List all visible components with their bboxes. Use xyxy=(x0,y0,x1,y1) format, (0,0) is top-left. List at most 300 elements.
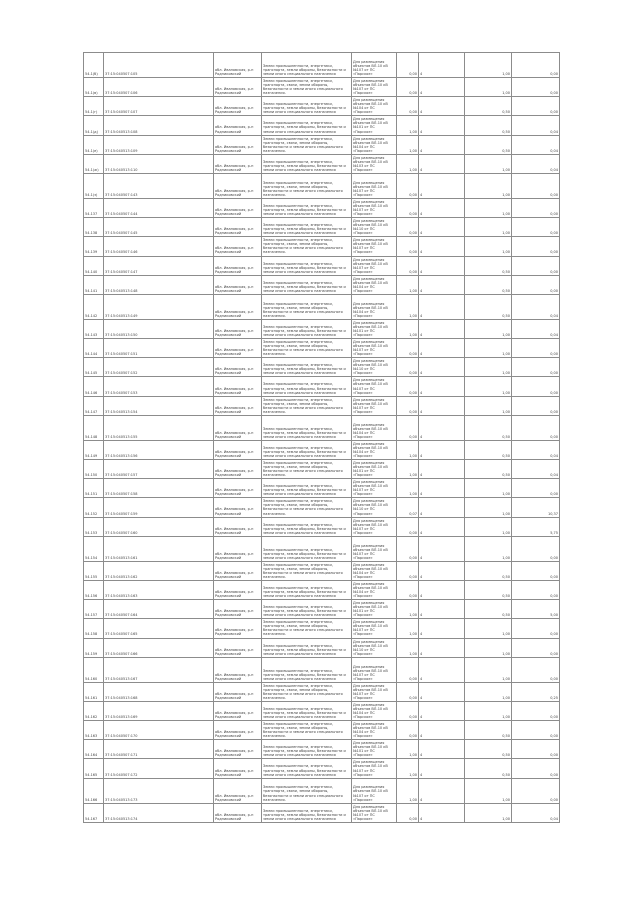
location-cell: обл. Ивановская, р-н Родниковский xyxy=(214,358,262,377)
permitted-use-cell: Для размещения объектов ВЛ-10 кВ №107 от ПС «Парское» xyxy=(352,339,397,358)
land-category-cell: Земли промышленности, энергетики, транспорта, земли обороны, безопасности и земли иного специального назначения xyxy=(262,638,352,657)
cadastral-number-cell: 37:15:040513:108 xyxy=(104,116,214,135)
cadastral-number-cell: 37:15:040507:164 xyxy=(104,600,214,619)
location-cell: обл. Ивановская, р-н Родниковский xyxy=(214,657,262,682)
land-category-cell: Земли промышленности, энергетики, транспорта, земли обороны, безопасности и земли иного специального назначения xyxy=(262,319,352,338)
land-category-cell: Земли промышленности, энергетики, транспорта, земли обороны, безопасности и земли иного специального назначения xyxy=(262,97,352,116)
overflow-marker-cell: 4 xyxy=(419,600,465,619)
cadastral-number-cell: 37:15:040507:172 xyxy=(104,759,214,778)
land-category-cell: Земли промышленности, энергетики, транспорта, земли обороны, безопасности и земли иного специального назначения xyxy=(262,517,352,536)
area-cell: 0,00 xyxy=(397,377,419,396)
cadastral-number-cell: 37:15:040507:159 xyxy=(104,498,214,517)
cadastral-number-cell: 37:15:040513:149 xyxy=(104,294,214,319)
land-category-cell: Земли промышленности, энергетики, транспорта, земли обороны, безопасности и земли иного специального назначения xyxy=(262,275,352,294)
row-id-cell: 54.159 xyxy=(84,638,104,657)
cadastral-number-cell: 37:15:040507:106 xyxy=(104,78,214,97)
area-cell: 0,00 xyxy=(397,198,419,217)
location-cell: обл. Ивановская, р-н Родниковский xyxy=(214,256,262,275)
table-row xyxy=(84,440,560,459)
row-id-cell: 54.157 xyxy=(84,600,104,619)
value-cell: 0,04 xyxy=(512,440,560,459)
overflow-marker-cell: 4 xyxy=(419,53,465,78)
land-category-cell: Земли промышленности, энергетики, транспорта, земли обороны, безопасности и земли иного специального назначения xyxy=(262,377,352,396)
share-cell: 1,00 xyxy=(465,78,512,97)
overflow-marker-cell: 4 xyxy=(419,479,465,498)
share-cell: 1,00 xyxy=(465,173,512,198)
land-category-cell: Земли промышленности, энергетики, транспорта, связи, земли обороны, безопасности и земли иного специального назначения. xyxy=(262,460,352,479)
area-cell: 0,00 xyxy=(397,682,419,701)
overflow-marker-cell: 4 xyxy=(419,580,465,599)
permitted-use-cell: Для размещения объектов ВЛ-10 кВ №103 от ПС «Парское» xyxy=(352,154,397,173)
table-row xyxy=(84,778,560,803)
share-cell: 0,50 xyxy=(465,415,512,440)
area-cell: 1,00 xyxy=(397,319,419,338)
area-cell: 0,00 xyxy=(397,721,419,740)
permitted-use-cell: Для размещения объектов ВЛ-10 кВ №107 от ПС «Парское» xyxy=(352,78,397,97)
value-cell: 0,25 xyxy=(512,682,560,701)
permitted-use-cell: Для размещения объектов ВЛ-10 кВ №107 от ПС «Парское» xyxy=(352,53,397,78)
location-cell: обл. Ивановская, р-н Родниковский xyxy=(214,218,262,237)
area-cell: 0,00 xyxy=(397,657,419,682)
permitted-use-cell: Для размещения объектов ВЛ-10 кВ №104 от ПС «Парское» xyxy=(352,701,397,720)
location-cell: обл. Ивановская, р-н Родниковский xyxy=(214,619,262,638)
value-cell: 0,04 xyxy=(512,803,560,822)
value-cell: 0,04 xyxy=(512,294,560,319)
table-row xyxy=(84,638,560,657)
permitted-use-cell: Для размещения объектов ВЛ-10 кВ №107 от ПС «Парское» xyxy=(352,198,397,217)
share-cell: 0,50 xyxy=(465,135,512,154)
permitted-use-cell: Для размещения объектов ВЛ-10 кВ №107 от ПС «Парское» xyxy=(352,377,397,396)
share-cell: 1,00 xyxy=(465,657,512,682)
overflow-marker-cell: 4 xyxy=(419,319,465,338)
location-cell: обл. Ивановская, р-н Родниковский xyxy=(214,97,262,116)
cadastral-number-cell: 37:15:040507:143 xyxy=(104,173,214,198)
land-category-cell: Земли промышленности, энергетики, транспорта, земли обороны, безопасности и земли иного специального назначения xyxy=(262,440,352,459)
value-cell: 0,00 xyxy=(512,53,560,78)
overflow-marker-cell: 4 xyxy=(419,275,465,294)
table-row xyxy=(84,218,560,237)
land-parcels-table xyxy=(83,52,560,823)
area-cell: 1,00 xyxy=(397,440,419,459)
land-category-cell: Земли промышленности, энергетики, транспорта, связи, земли обороны, безопасности и земли иного специального назначения. xyxy=(262,498,352,517)
value-cell: 0,00 xyxy=(512,580,560,599)
land-category-cell: Земли промышленности, энергетики, транспорта, земли обороны, безопасности и земли иного специального назначения xyxy=(262,53,352,78)
cadastral-number-cell: 37:15:040513:167 xyxy=(104,657,214,682)
permitted-use-cell: Для размещения объектов ВЛ-10 кВ №110 от ПС «Парское» xyxy=(352,218,397,237)
permitted-use-cell: Для размещения объектов ВЛ-10 кВ №107 от ПС «Парское» xyxy=(352,256,397,275)
row-id-cell: 54.165 xyxy=(84,759,104,778)
table-row xyxy=(84,78,560,97)
area-cell: 0,00 xyxy=(397,339,419,358)
land-category-cell: Земли промышленности, энергетики, транспорта, связи, земли обороны, безопасности и земли иного специального назначения. xyxy=(262,173,352,198)
row-id-cell: 54.143 xyxy=(84,319,104,338)
permitted-use-cell: Для размещения объектов ВЛ-10 кВ №104 от ПС «Парское» xyxy=(352,135,397,154)
permitted-use-cell: Для размещения объектов ВЛ-10 кВ №110 от ПС «Парское» xyxy=(352,358,397,377)
permitted-use-cell: Для размещения объектов ВЛ-10 кВ №101 от ПС «Парское» xyxy=(352,460,397,479)
location-cell: обл. Ивановская, р-н Родниковский xyxy=(214,740,262,759)
area-cell: 1,00 xyxy=(397,135,419,154)
overflow-marker-cell: 4 xyxy=(419,517,465,536)
land-parcels-table-body xyxy=(84,53,560,823)
permitted-use-cell: Для размещения объектов ВЛ-10 кВ №107 от ПС «Парское» xyxy=(352,657,397,682)
land-category-cell: Земли промышленности, энергетики, транспорта, связи, земли обороны, безопасности и земли иного специального назначения. xyxy=(262,294,352,319)
land-category-cell: Земли промышленности, энергетики, транспорта, земли обороны, безопасности и земли иного специального назначения xyxy=(262,759,352,778)
overflow-marker-cell: 4 xyxy=(419,803,465,822)
share-cell: 1,00 xyxy=(465,319,512,338)
value-cell: 0,00 xyxy=(512,778,560,803)
cadastral-number-cell: 37:15:040507:153 xyxy=(104,377,214,396)
location-cell: обл. Ивановская, р-н Родниковский xyxy=(214,237,262,256)
location-cell: обл. Ивановская, р-н Родниковский xyxy=(214,275,262,294)
table-row xyxy=(84,415,560,440)
document-page xyxy=(83,52,559,823)
value-cell: 5,00 xyxy=(512,600,560,619)
share-cell: 1,00 xyxy=(465,803,512,822)
value-cell: 0,00 xyxy=(512,479,560,498)
value-cell: 0,00 xyxy=(512,721,560,740)
row-id-cell: 54.1(б) xyxy=(84,53,104,78)
permitted-use-cell: Для размещения объектов ВЛ-10 кВ №107 от ПС «Парское» xyxy=(352,536,397,561)
share-cell: 1,00 xyxy=(465,498,512,517)
location-cell: обл. Ивановская, р-н Родниковский xyxy=(214,517,262,536)
overflow-marker-cell: 4 xyxy=(419,701,465,720)
area-cell: 0,00 xyxy=(397,536,419,561)
share-cell: 0,50 xyxy=(465,460,512,479)
location-cell: обл. Ивановская, р-н Родниковский xyxy=(214,479,262,498)
land-category-cell: Земли промышленности, энергетики, транспорта, земли обороны, безопасности и земли иного специального назначения xyxy=(262,415,352,440)
area-cell: 0,00 xyxy=(397,415,419,440)
area-cell: 0,00 xyxy=(397,561,419,580)
cadastral-number-cell: 37:15:040507:152 xyxy=(104,358,214,377)
value-cell: 0,04 xyxy=(512,154,560,173)
location-cell: обл. Ивановская, р-н Родниковский xyxy=(214,701,262,720)
row-id-cell: 54.144 xyxy=(84,339,104,358)
value-cell: 0,00 xyxy=(512,759,560,778)
area-cell: 1,00 xyxy=(397,294,419,319)
land-category-cell: Земли промышленности, энергетики, транспорта, земли обороны, безопасности и земли иного специального назначения xyxy=(262,803,352,822)
cadastral-number-cell: 37:15:040513:174 xyxy=(104,803,214,822)
table-row xyxy=(84,600,560,619)
share-cell: 1,00 xyxy=(465,517,512,536)
area-cell: 0,00 xyxy=(397,53,419,78)
permitted-use-cell: Для размещения объектов ВЛ-10 кВ №104 от ПС «Парское» xyxy=(352,275,397,294)
row-id-cell: 54.147 xyxy=(84,396,104,415)
area-cell: 0,00 xyxy=(397,580,419,599)
value-cell: 0,00 xyxy=(512,218,560,237)
location-cell: обл. Ивановская, р-н Родниковский xyxy=(214,460,262,479)
row-id-cell: 54.1(д) xyxy=(84,116,104,135)
table-row xyxy=(84,198,560,217)
value-cell: 0,00 xyxy=(512,173,560,198)
value-cell: 0,04 xyxy=(512,460,560,479)
permitted-use-cell: Для размещения объектов ВЛ-10 кВ №101 от ПС «Парское» xyxy=(352,319,397,338)
value-cell: 0,00 xyxy=(512,198,560,217)
share-cell: 1,00 xyxy=(465,154,512,173)
cadastral-number-cell: 37:15:040513:109 xyxy=(104,135,214,154)
area-cell: 1,00 xyxy=(397,460,419,479)
cadastral-number-cell: 37:15:040513:162 xyxy=(104,561,214,580)
table-row xyxy=(84,498,560,517)
cadastral-number-cell: 37:15:040513:168 xyxy=(104,682,214,701)
overflow-marker-cell: 4 xyxy=(419,498,465,517)
overflow-marker-cell: 4 xyxy=(419,173,465,198)
cadastral-number-cell: 37:15:040507:165 xyxy=(104,619,214,638)
land-category-cell: Земли промышленности, энергетики, транспорта, связи, земли обороны, безопасности и земли иного специального назначения. xyxy=(262,339,352,358)
value-cell: 0,00 xyxy=(512,657,560,682)
row-id-cell: 54.142 xyxy=(84,294,104,319)
share-cell: 1,00 xyxy=(465,701,512,720)
cadastral-number-cell: 37:15:040507:171 xyxy=(104,740,214,759)
cadastral-number-cell: 37:15:040507:107 xyxy=(104,97,214,116)
land-category-cell: Земли промышленности, энергетики, транспорта, земли обороны, безопасности и земли иного специального назначения xyxy=(262,218,352,237)
value-cell: 0,00 xyxy=(512,339,560,358)
row-id-cell: 54.1(з) xyxy=(84,173,104,198)
row-id-cell: 54.151 xyxy=(84,479,104,498)
share-cell: 0,50 xyxy=(465,294,512,319)
table-row xyxy=(84,561,560,580)
land-category-cell: Земли промышленности, энергетики, транспорта, земли обороны, безопасности и земли иного специального назначения xyxy=(262,580,352,599)
table-row xyxy=(84,135,560,154)
area-cell: 1,00 xyxy=(397,759,419,778)
cadastral-number-cell: 37:15:040513:163 xyxy=(104,580,214,599)
land-category-cell: Земли промышленности, энергетики, транспорта, земли обороны, безопасности и земли иного специального назначения xyxy=(262,116,352,135)
row-id-cell: 54.148 xyxy=(84,415,104,440)
value-cell: 0,00 xyxy=(512,237,560,256)
share-cell: 1,00 xyxy=(465,682,512,701)
overflow-marker-cell: 4 xyxy=(419,396,465,415)
area-cell: 0,00 xyxy=(397,173,419,198)
value-cell: 0,00 xyxy=(512,358,560,377)
cadastral-number-cell: 37:15:040513:110 xyxy=(104,154,214,173)
share-cell: 0,50 xyxy=(465,440,512,459)
cadastral-number-cell: 37:15:040507:146 xyxy=(104,237,214,256)
row-id-cell: 54.155 xyxy=(84,561,104,580)
row-id-cell: 54.166 xyxy=(84,778,104,803)
value-cell: 0,00 xyxy=(512,97,560,116)
row-id-cell: 54.152 xyxy=(84,498,104,517)
area-cell: 1,00 xyxy=(397,275,419,294)
overflow-marker-cell: 4 xyxy=(419,721,465,740)
cadastral-number-cell: 37:15:040513:156 xyxy=(104,440,214,459)
permitted-use-cell: Для размещения объектов ВЛ-10 кВ №110 от ПС «Парское» xyxy=(352,638,397,657)
location-cell: обл. Ивановская, р-н Родниковский xyxy=(214,682,262,701)
location-cell: обл. Ивановская, р-н Родниковский xyxy=(214,638,262,657)
land-category-cell: Земли промышленности, энергетики, транспорта, земли обороны, безопасности и земли иного специального назначения xyxy=(262,358,352,377)
cadastral-number-cell: 37:15:040507:157 xyxy=(104,460,214,479)
land-category-cell: Земли промышленности, энергетики, транспорта, земли обороны, безопасности и земли иного специального назначения xyxy=(262,198,352,217)
overflow-marker-cell: 4 xyxy=(419,460,465,479)
share-cell: 1,00 xyxy=(465,377,512,396)
permitted-use-cell: Для размещения объектов ВЛ-10 кВ №104 от ПС «Парское» xyxy=(352,294,397,319)
cadastral-number-cell: 37:15:040507:145 xyxy=(104,218,214,237)
area-cell: 0,00 xyxy=(397,218,419,237)
area-cell: 1,00 xyxy=(397,479,419,498)
table-row xyxy=(84,53,560,78)
table-row xyxy=(84,682,560,701)
row-id-cell: 54.163 xyxy=(84,721,104,740)
location-cell: обл. Ивановская, р-н Родниковский xyxy=(214,536,262,561)
value-cell: 0,00 xyxy=(512,561,560,580)
row-id-cell: 54.1(ж) xyxy=(84,154,104,173)
area-cell: 0,00 xyxy=(397,803,419,822)
overflow-marker-cell: 4 xyxy=(419,154,465,173)
area-cell: 1,00 xyxy=(397,778,419,803)
permitted-use-cell: Для размещения объектов ВЛ-10 кВ №107 от ПС «Парское» xyxy=(352,682,397,701)
overflow-marker-cell: 4 xyxy=(419,218,465,237)
area-cell: 0,07 xyxy=(397,498,419,517)
location-cell: обл. Ивановская, р-н Родниковский xyxy=(214,759,262,778)
overflow-marker-cell: 4 xyxy=(419,759,465,778)
area-cell: 1,00 xyxy=(397,740,419,759)
table-row xyxy=(84,173,560,198)
table-row xyxy=(84,701,560,720)
overflow-marker-cell: 4 xyxy=(419,740,465,759)
permitted-use-cell: Для размещения объектов ВЛ-10 кВ №110 от ПС «Парское» xyxy=(352,498,397,517)
area-cell: 1,00 xyxy=(397,600,419,619)
table-row xyxy=(84,740,560,759)
value-cell: 0,00 xyxy=(512,638,560,657)
permitted-use-cell: Для размещения объектов ВЛ-10 кВ №104 от ПС «Парское» xyxy=(352,97,397,116)
area-cell: 1,00 xyxy=(397,116,419,135)
cadastral-number-cell: 37:15:040507:166 xyxy=(104,638,214,657)
land-category-cell: Земли промышленности, энергетики, транспорта, связи, земли обороны, безопасности и земли иного специального назначения. xyxy=(262,396,352,415)
overflow-marker-cell: 4 xyxy=(419,116,465,135)
permitted-use-cell: Для размещения объектов ВЛ-10 кВ №104 от ПС «Парское» xyxy=(352,440,397,459)
overflow-marker-cell: 4 xyxy=(419,415,465,440)
row-id-cell: 54.167 xyxy=(84,803,104,822)
area-cell: 0,00 xyxy=(397,256,419,275)
table-row xyxy=(84,803,560,822)
cadastral-number-cell: 37:15:040513:169 xyxy=(104,701,214,720)
share-cell: 1,00 xyxy=(465,638,512,657)
row-id-cell: 54.1(г) xyxy=(84,97,104,116)
location-cell: обл. Ивановская, р-н Родниковский xyxy=(214,294,262,319)
row-id-cell: 54.141 xyxy=(84,275,104,294)
share-cell: 1,00 xyxy=(465,778,512,803)
location-cell: обл. Ивановская, р-н Родниковский xyxy=(214,339,262,358)
cadastral-number-cell: 37:15:040507:170 xyxy=(104,721,214,740)
share-cell: 1,00 xyxy=(465,536,512,561)
share-cell: 0,50 xyxy=(465,580,512,599)
table-row xyxy=(84,97,560,116)
table-row xyxy=(84,759,560,778)
row-id-cell: 54.154 xyxy=(84,536,104,561)
value-cell: 0,00 xyxy=(512,415,560,440)
table-row xyxy=(84,721,560,740)
overflow-marker-cell: 4 xyxy=(419,237,465,256)
row-id-cell: 54.146 xyxy=(84,377,104,396)
share-cell: 1,00 xyxy=(465,396,512,415)
table-row xyxy=(84,256,560,275)
value-cell: 0,00 xyxy=(512,256,560,275)
land-category-cell: Земли промышленности, энергетики, транспорта, связи, земли обороны, безопасности и земли иного специального назначения. xyxy=(262,721,352,740)
table-row xyxy=(84,657,560,682)
permitted-use-cell: Для размещения объектов ВЛ-10 кВ №104 от ПС «Парское» xyxy=(352,561,397,580)
area-cell: 1,00 xyxy=(397,638,419,657)
permitted-use-cell: Для размещения объектов ВЛ-10 кВ №101 от ПС «Парское» xyxy=(352,600,397,619)
permitted-use-cell: Для размещения объектов ВЛ-10 кВ №107 от ПС «Парское» xyxy=(352,759,397,778)
land-category-cell: Земли промышленности, энергетики, транспорта, земли обороны, безопасности и земли иного специального назначения xyxy=(262,657,352,682)
location-cell: обл. Ивановская, р-н Родниковский xyxy=(214,498,262,517)
permitted-use-cell: Для размещения объектов ВЛ-10 кВ №107 от ПС «Парское» xyxy=(352,803,397,822)
location-cell: обл. Ивановская, р-н Родниковский xyxy=(214,78,262,97)
permitted-use-cell: Для размещения объектов ВЛ-10 кВ №104 от ПС «Парское» xyxy=(352,721,397,740)
row-id-cell: 54.149 xyxy=(84,440,104,459)
land-category-cell: Земли промышленности, энергетики, транспорта, связи, земли обороны, безопасности и земли иного специального назначения. xyxy=(262,561,352,580)
area-cell: 0,00 xyxy=(397,396,419,415)
land-category-cell: Земли промышленности, энергетики, транспорта, земли обороны, безопасности и земли иного специального назначения xyxy=(262,256,352,275)
cadastral-number-cell: 37:15:040507:147 xyxy=(104,256,214,275)
cadastral-number-cell: 37:15:040513:155 xyxy=(104,415,214,440)
permitted-use-cell: Для размещения объектов ВЛ-10 кВ №107 от ПС «Парское» xyxy=(352,173,397,198)
cadastral-number-cell: 37:15:040513:148 xyxy=(104,275,214,294)
row-id-cell: 54.156 xyxy=(84,580,104,599)
cadastral-number-cell: 37:15:040507:105 xyxy=(104,53,214,78)
overflow-marker-cell: 4 xyxy=(419,561,465,580)
overflow-marker-cell: 4 xyxy=(419,256,465,275)
area-cell: 0,00 xyxy=(397,97,419,116)
share-cell: 1,00 xyxy=(465,479,512,498)
location-cell: обл. Ивановская, р-н Родниковский xyxy=(214,135,262,154)
permitted-use-cell: Для размещения объектов ВЛ-10 кВ №107 от ПС «Парское» xyxy=(352,619,397,638)
overflow-marker-cell: 4 xyxy=(419,377,465,396)
permitted-use-cell: Для размещения объектов ВЛ-10 кВ №107 от ПС «Парское» xyxy=(352,479,397,498)
area-cell: 0,00 xyxy=(397,358,419,377)
table-row xyxy=(84,294,560,319)
land-category-cell: Земли промышленности, энергетики, транспорта, связи, земли обороны, безопасности и земли иного специального назначения. xyxy=(262,237,352,256)
cadastral-number-cell: 37:15:040513:154 xyxy=(104,396,214,415)
table-row xyxy=(84,396,560,415)
table-row xyxy=(84,319,560,338)
share-cell: 0,50 xyxy=(465,116,512,135)
row-id-cell: 54.140 xyxy=(84,256,104,275)
land-category-cell: Земли промышленности, энергетики, транспорта, земли обороны, безопасности и земли иного специального назначения xyxy=(262,701,352,720)
share-cell: 0,50 xyxy=(465,721,512,740)
value-cell: 0,00 xyxy=(512,275,560,294)
land-category-cell: Земли промышленности, энергетики, транспорта, связи, земли обороны, безопасности и земли иного специального назначения. xyxy=(262,778,352,803)
row-id-cell: 54.150 xyxy=(84,460,104,479)
area-cell: 0,00 xyxy=(397,517,419,536)
table-row xyxy=(84,339,560,358)
share-cell: 1,00 xyxy=(465,218,512,237)
cadastral-number-cell: 37:15:040507:151 xyxy=(104,339,214,358)
overflow-marker-cell: 4 xyxy=(419,97,465,116)
value-cell: 5,75 xyxy=(512,517,560,536)
location-cell: обл. Ивановская, р-н Родниковский xyxy=(214,440,262,459)
location-cell: обл. Ивановская, р-н Родниковский xyxy=(214,778,262,803)
value-cell: 0,00 xyxy=(512,536,560,561)
permitted-use-cell: Для размещения объектов ВЛ-10 кВ №101 от ПС «Парское» xyxy=(352,740,397,759)
location-cell: обл. Ивановская, р-н Родниковский xyxy=(214,116,262,135)
row-id-cell: 54.164 xyxy=(84,740,104,759)
location-cell: обл. Ивановская, р-н Родниковский xyxy=(214,561,262,580)
value-cell: 0,00 xyxy=(512,78,560,97)
area-cell: 0,00 xyxy=(397,78,419,97)
land-category-cell: Земли промышленности, энергетики, транспорта, земли обороны, безопасности и земли иного специального назначения xyxy=(262,479,352,498)
location-cell: обл. Ивановская, р-н Родниковский xyxy=(214,198,262,217)
land-category-cell: Земли промышленности, энергетики, транспорта, земли обороны, безопасности и земли иного специального назначения xyxy=(262,600,352,619)
land-category-cell: Земли промышленности, энергетики, транспорта, связи, земли обороны, безопасности и земли иного специального назначения. xyxy=(262,78,352,97)
share-cell: 1,00 xyxy=(465,358,512,377)
share-cell: 1,00 xyxy=(465,619,512,638)
table-row xyxy=(84,517,560,536)
overflow-marker-cell: 4 xyxy=(419,638,465,657)
table-row xyxy=(84,116,560,135)
location-cell: обл. Ивановская, р-н Родниковский xyxy=(214,154,262,173)
permitted-use-cell: Для размещения объектов ВЛ-10 кВ №107 от ПС «Парское» xyxy=(352,778,397,803)
permitted-use-cell: Для размещения объектов ВЛ-10 кВ №104 от ПС «Парское» xyxy=(352,415,397,440)
table-row xyxy=(84,154,560,173)
